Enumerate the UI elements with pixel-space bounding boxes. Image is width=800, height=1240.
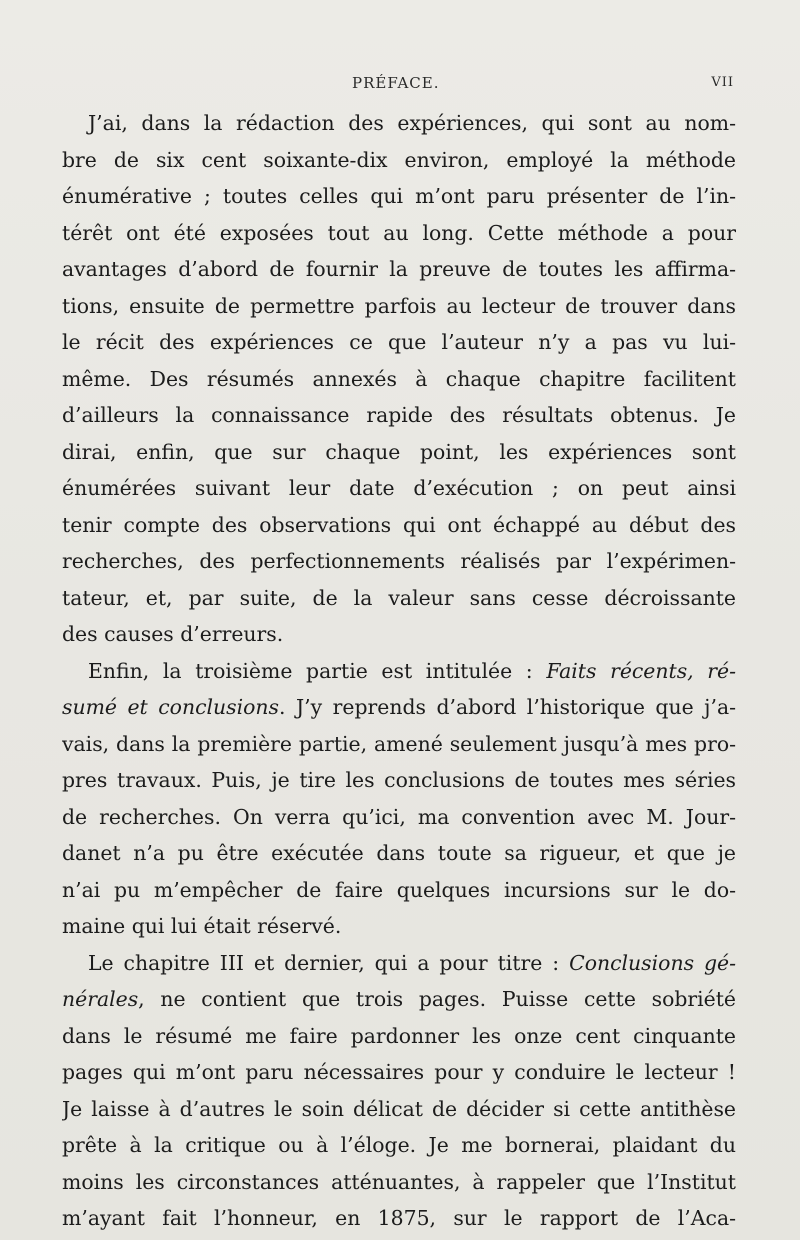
running-head [0, 74, 800, 98]
text-line: énumérative ; toutes celles qui m’ont paru présenter de l’in- [62, 184, 736, 208]
body-text [62, 105, 736, 1237]
text-line [62, 653, 736, 690]
text-line: tateur, et, par suite, de la valeur sans cesse décroissante [62, 585, 736, 610]
text-line: J’ai, dans la rédaction des expériences, qui sont au nom- [88, 111, 736, 135]
text-line: danet n’a pu être exécutée dans toute sa rigueur, et que je [62, 841, 736, 865]
page-number: VII [711, 75, 734, 90]
text-line: même. Des résumés annexés à chaque chapitre facilitent [62, 366, 736, 391]
text-line: pres travaux. Puis, je tire les conclusions de toutes mes séries [62, 768, 736, 792]
text-line: tenir compte des observations qui ont échappé au début des [62, 512, 736, 537]
italic-title: Conclusions gé- [569, 950, 736, 975]
italic-title: sumé et conclusions [62, 695, 280, 719]
text-run: . J’y reprends d’abord l’historique que j’a- [279, 695, 736, 719]
text-line: dirai, enfin, que sur chaque point, les expériences sont [62, 439, 736, 464]
text-line: avantages d’abord de fournir la preuve de toutes les affirma- [62, 257, 736, 281]
italic-title: Faits récents, ré- [546, 658, 736, 683]
text-line: pages qui m’ont paru nécessaires pour y conduire le lecteur ! [62, 1060, 736, 1084]
text-line: n’ai pu m’empêcher de faire quelques incursions sur le do- [62, 877, 736, 902]
text-line: térêt ont été exposées tout au long. Cette méthode a pour [62, 220, 736, 245]
text-line: énumérées suivant leur date d’exécution ; on peut ainsi [62, 476, 736, 500]
text-line: Je laisse à d’autres le soin délicat de décider si cette antithèse [62, 1096, 736, 1121]
text-line: des causes d’erreurs. [62, 622, 284, 646]
text-line: m’ayant fait l’honneur, en 1875, sur le rapport de l’Aca- [62, 1206, 736, 1230]
paragraph-1 [62, 105, 736, 653]
text-line: le récit des expériences ce que l’auteur n’y a pas vu lui- [62, 330, 736, 354]
text-line: bre de six cent soixante-dix environ, employé la méthode [62, 147, 736, 172]
text-line: prête à la critique ou à l’éloge. Je me bornerai, plaidant du [62, 1133, 736, 1157]
text-run: Le chapitre III et dernier, qui a pour titre : [88, 950, 570, 975]
text-line: tions, ensuite de permettre parfois au lecteur de trouver dans [62, 293, 736, 318]
text-line: recherches, des perfectionnements réalisés par l’expérimen- [62, 549, 736, 573]
text-line [62, 945, 736, 982]
paragraph-3 [62, 945, 736, 1237]
text-line: maine qui lui était réservé. [62, 914, 342, 938]
text-line: vais, dans la première partie, amené seulement jusqu’à mes pro- [62, 731, 736, 756]
text-line: dans le résumé me faire pardonner les onze cent cinquante [62, 1023, 736, 1048]
running-title: PRÉFACE. [352, 74, 440, 92]
italic-title: nérales [62, 987, 139, 1011]
paragraph-2 [62, 653, 736, 945]
text-line [62, 981, 736, 1018]
text-line: de recherches. On verra qu’ici, ma convention avec M. Jour- [62, 804, 736, 829]
text-line: moins les circonstances atténuantes, à rappeler que l’Institut [62, 1169, 736, 1194]
text-run: , ne contient que trois pages. Puisse cette sobriété [138, 987, 736, 1011]
text-line: d’ailleurs la connaissance rapide des résultats obtenus. Je [62, 403, 736, 427]
text-line [62, 689, 736, 726]
text-run: Enfin, la troisième partie est intitulée : [88, 658, 547, 683]
